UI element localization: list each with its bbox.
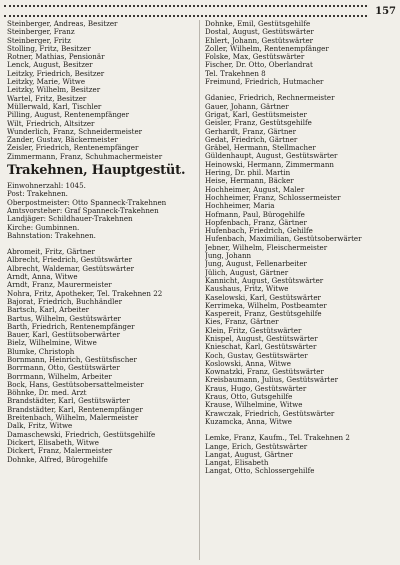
directory-entry: Zander, Gustav, Bäckermeister: [7, 136, 118, 145]
directory-entry: Zeisler, Friedrich, Rentenempfänger: [7, 144, 139, 153]
directory-entry: Hufenbach, Maximilian, Gestütsoberwärter: [205, 235, 362, 244]
directory-entry: Jebner, Wilhelm, Fleischermeister: [205, 243, 328, 252]
section-info: [7, 182, 195, 240]
directory-entry: Arndt, Anna, Witwe: [7, 273, 78, 282]
directory-entry: Hering, Dr. phil. Martin: [205, 169, 291, 178]
info-line: Oberpostmeister: Otto Spanneck-Trakehnen: [7, 198, 167, 207]
directory-entry: Damaschewski, Friedrich, Gestütsgehilfe: [7, 430, 156, 439]
directory-entry: Bielz, Wilhelmine, Witwe: [7, 339, 97, 348]
directory-entry: Bartus, Wilhelm, Gestütswärter: [7, 314, 121, 323]
directory-entry: Klein, Fritz, Gestütswärter: [205, 326, 302, 335]
directory-entry: Geisler, Franz, Gestütsgehilfe: [205, 119, 312, 128]
directory-entry: Arndt, Franz, Maurermeister: [7, 281, 112, 290]
directory-entry: Dalk, Fritz, Witwe: [7, 422, 73, 431]
directory-entry: Kuzamcka, Anna, Witwe: [205, 417, 292, 426]
spacer: [205, 86, 393, 94]
directory-entry: Bornmann, Heinrich, Gestütsfischer: [7, 355, 137, 364]
directory-entry: Langat, Elisabeth: [205, 459, 269, 468]
directory-entry: Bock, Hans, Gestütsobersattelmeister: [7, 380, 144, 389]
directory-entry: Dohnke, Alfred, Bürogehilfe: [7, 455, 108, 464]
spacer: [205, 426, 393, 434]
directory-entry: Krause, Wilhelmine, Witwe: [205, 401, 303, 410]
directory-entry: Hufenbach, Friedrich, Gehilfe: [205, 227, 313, 236]
directory-entry: Koslowski, Anna, Witwe: [205, 359, 291, 368]
directory-entry: Steinberger, Andreas, Besitzer: [7, 20, 118, 28]
directory-entry: Steinberger, Fritz: [7, 36, 71, 45]
directory-entry: Jung, Johann: [205, 252, 252, 261]
directory-entry: Nohra, Fritz, Apotheker, Tel. Trakehnen 22: [7, 289, 163, 298]
right-column: [205, 20, 393, 562]
directory-entry: Grigat, Karl, Gestütsmeister: [205, 110, 307, 119]
directory-entry: Güldenhaupt, August, Gestütswärter: [205, 152, 338, 161]
directory-entry: Ehlert, Johann, Gestütswärter: [205, 36, 314, 45]
directory-entry: Dickert, Franz, Malermeister: [7, 447, 113, 456]
page-number: 157: [375, 5, 396, 17]
page-header: [4, 3, 396, 19]
directory-entry: Knispel, August, Gestütswärter: [205, 334, 318, 343]
directory-entry: Kies, Franz, Gärtner: [205, 318, 279, 327]
directory-entry: Gedat, Friedrich, Gärtner: [205, 135, 298, 144]
directory-entry: Jung, August, Fellenarbeiter: [205, 260, 307, 269]
directory-entry: Freimund, Friedrich, Hutmacher: [205, 78, 324, 87]
directory-entry: Kreisbaumann, Julius, Gestütswärter: [205, 376, 338, 385]
directory-entry: Gräbel, Hermann, Stellmacher: [205, 144, 316, 153]
directory-entry: Gerhardt, Franz, Gärtner: [205, 127, 296, 136]
directory-entry: Heise, Hermann, Bäcker: [205, 177, 294, 186]
info-line: Amtsvorsteher: Graf Spanneck-Trakehnen: [7, 206, 159, 215]
directory-entry: Kaushaus, Fritz, Witwe: [205, 285, 289, 294]
left-top-entries: [7, 20, 195, 161]
directory-entry: Borrmann, Otto, Gestütswärter: [7, 364, 120, 373]
directory-entry: Barth, Friedrich, Rentenempfänger: [7, 322, 135, 331]
directory-entry: Kaspereit, Franz, Gestütsgehilfe: [205, 310, 322, 319]
spacer: [7, 240, 195, 248]
directory-entry: Leitzky, Marie, Witwe: [7, 78, 86, 87]
directory-entry: Zimmermann, Franz, Schuhmachermeister: [7, 152, 163, 161]
directory-entry: Leitzky, Wilhelm, Besitzer: [7, 86, 101, 95]
directory-entry: Gdaniec, Friedrich, Rechnermeister: [205, 94, 335, 103]
directory-entry: Wunderlich, Franz, Schneidermeister: [7, 127, 143, 136]
directory-entry: Zoller, Wilhelm, Rentenempfänger: [205, 44, 329, 53]
directory-entry: Pilling, August, Rentenempfänger: [7, 111, 130, 120]
directory-entry: Kannicht, August, Gestütswärter: [205, 276, 324, 285]
directory-entry: Bartsch, Karl, Arbeiter: [7, 306, 90, 315]
directory-entry: Lenck, August, Besitzer: [7, 61, 93, 70]
left-entries: [7, 248, 195, 464]
directory-entry: Abromeit, Fritz, Gärtner: [7, 248, 95, 257]
directory-entry: Brandstädter, Karl, Rentenempfänger: [7, 405, 143, 414]
info-line: Post: Trakehnen.: [7, 190, 68, 199]
directory-entry: Brandstädter, Karl, Gestütswärter: [7, 397, 130, 406]
directory-entry: Rotner, Mathias, Pensionär: [7, 53, 105, 62]
right-entries: [205, 20, 393, 476]
directory-entry: Blumke, Christoph: [7, 347, 75, 356]
directory-entry: Hochheimer, Maria: [205, 202, 275, 211]
info-line: Bahnstation: Trakehnen.: [7, 231, 96, 240]
directory-entry: Gauer, Johann, Gärtner: [205, 102, 289, 111]
directory-entry: Krawczak, Friedrich, Gestütswärter: [205, 409, 335, 418]
directory-entry: Kaselowski, Karl, Gestütswärter: [205, 293, 321, 302]
directory-entry: Hochheimer, August, Maler: [205, 185, 305, 194]
directory-entry: Böhnke, Dr. med. Arzt: [7, 389, 87, 398]
directory-entry: Heinowski, Hermann, Zimmermann: [205, 160, 334, 169]
directory-entry: Bauer, Karl, Gestütsoberwärter: [7, 331, 120, 340]
directory-entry: Folske, Max, Gestütswärter: [205, 53, 305, 62]
directory-entry: Kraus, Hugo, Gestütswärter: [205, 384, 307, 393]
directory-entry: Knieschat, Karl, Gestütswärter: [205, 343, 317, 352]
directory-entry: Hochheimer, Franz, Schlossermeister: [205, 193, 341, 202]
directory-entry: Dickert, Elisabeth, Witwe: [7, 438, 99, 447]
column-divider: [199, 20, 200, 560]
directory-entry: Wartel, Fritz, Besitzer: [7, 94, 87, 103]
directory-entry: Hopfenbach, Franz, Gärtner: [205, 218, 307, 227]
directory-entry: Lemke, Franz, Kaufm., Tel. Trakehnen 2: [205, 434, 350, 443]
info-line: Landjäger: Schildhauer-Trakehnen: [7, 215, 133, 224]
directory-entry: Leitzky, Friedrich, Besitzer: [7, 69, 105, 78]
directory-entry: Stolling, Fritz, Besitzer: [7, 44, 91, 53]
directory-entry: Wilt, Friedrich, Altsitzer: [7, 119, 95, 128]
directory-entry: Langat, August, Gärtner: [205, 450, 293, 459]
directory-entry: Steinberger, Franz: [7, 28, 75, 37]
directory-entry: Bajorat, Friedrich, Buchhändler: [7, 297, 123, 306]
directory-entry: Müllerwald, Karl, Tischler: [7, 102, 102, 111]
directory-entry: Albrecht, Waldemar, Gestütswärter: [7, 264, 134, 273]
directory-entry: Lange, Erich, Gestütswärter: [205, 442, 308, 451]
directory-entry: Fischer, Dr. Otto, Oberlandrat: [205, 61, 313, 70]
directory-entry: Kraus, Otto, Gutsgehilfe: [205, 393, 293, 402]
directory-entry: Dohnke, Emil, Gestütsgehilfe: [205, 20, 311, 28]
directory-entry: Dostal, August, Gestütswärter: [205, 28, 314, 37]
left-column: [7, 20, 195, 562]
info-line: Kirche: Gumbinnen.: [7, 223, 80, 232]
directory-entry: Albrecht, Friedrich, Gestütswärter: [7, 256, 133, 265]
directory-entry: Langat, Otto, Schlossergehilfe: [205, 467, 315, 476]
directory-entry: Breitenbach, Wilhelm, Malermeister: [7, 414, 139, 423]
info-line: Einwohnerzahl: 1045.: [7, 182, 86, 191]
directory-entry: Tel. Trakehnen 8: [205, 69, 266, 78]
directory-entry: Kerrimeka, Wilhelm, Postbeamter: [205, 301, 327, 310]
directory-entry: Jülich, August, Gärtner: [205, 268, 289, 277]
directory-entry: Borrmann, Wilhelm, Arbeiter: [7, 372, 112, 381]
directory-entry: Hofmann, Paul, Bürogehilfe: [205, 210, 305, 219]
ornament-border: [4, 5, 367, 17]
section-heading: Trakehnen, Hauptgestüt.: [7, 163, 186, 179]
directory-entry: Koch, Gustav, Gestütswärter: [205, 351, 308, 360]
directory-entry: Kownatzki, Franz, Gestütswärter: [205, 368, 324, 377]
